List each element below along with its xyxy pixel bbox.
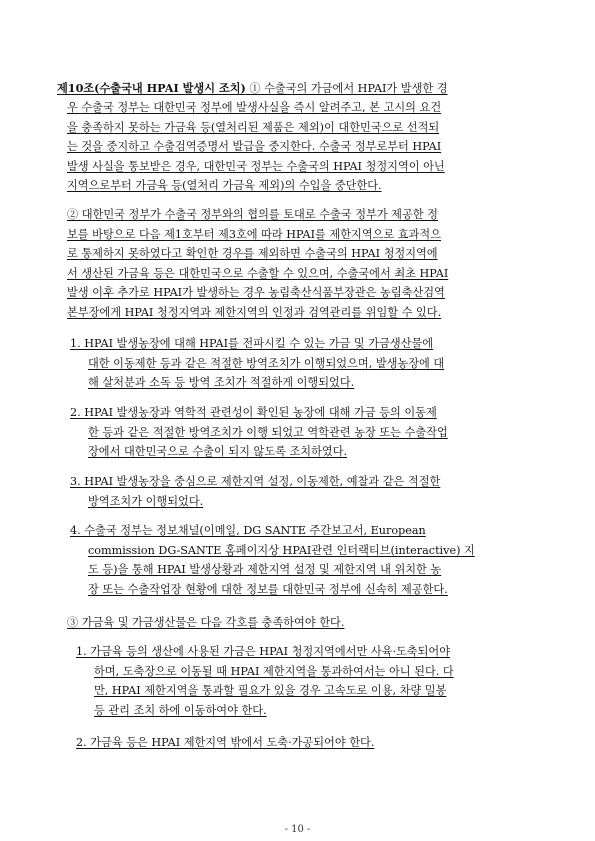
paragraph-1-line-3: 을 충족하지 못하는 가금육 등(열처리된 제품은 제외)이 대한민국으로 선적되 bbox=[67, 121, 440, 134]
paragraph-2-line-5: 발생 이후 추가로 HPAI가 발생하는 경우 농림축산식품부장관은 농림축산검역 bbox=[67, 286, 445, 299]
paragraph-1-text: ① 수출국의 가금에서 HPAI가 발생한 경 bbox=[245, 82, 448, 95]
item-3-2-line-1: 2. 가금육 등은 HPAI 제한지역 밖에서 도축·가공되어야 한다. bbox=[76, 736, 375, 749]
item-3-1-line-4: 등 관리 조치 하에 이동하여야 한다. bbox=[94, 704, 267, 717]
item-4-line-2: commission DG-SANTE 홈페이지상 HPAI관련 인터랙티브(interactive) 지 bbox=[88, 544, 475, 557]
item-3-line-1: 3. HPAI 발생농장을 중심으로 제한지역 설정, 이동제한, 예찰과 같은 적절한 bbox=[70, 475, 441, 488]
item-1-line-3: 해 살처분과 소독 등 방역 조치가 적절하게 이행되었다. bbox=[88, 376, 355, 389]
paragraph-2-line-4: 서 생산된 가금육 등은 대한민국으로 수출할 수 있으며, 수출국에서 최초 HPAI bbox=[67, 267, 449, 280]
item-3-1-line-1: 1. 가금육 등의 생산에 사용된 가금은 HPAI 청정지역에서만 사육·도축되어야 bbox=[76, 645, 451, 658]
paragraph-2-line-1: ② 대한민국 정부가 수출국 정부와의 협의를 토대로 수출국 정부가 제공한 정 bbox=[67, 208, 438, 221]
item-4-line-1: 4. 수출국 정부는 정보채널(이메일, DG SANTE 주간보고서, European bbox=[70, 524, 426, 537]
article-heading: 제10조(수출국내 HPAI 발생시 조치) bbox=[57, 81, 246, 95]
item-3-1-line-2: 하며, 도축장으로 이동될 때 HPAI 제한지역을 통과하여서는 아니 된다. 다 bbox=[94, 665, 454, 678]
item-4-line-4: 장 또는 수출작업장 현황에 대한 정보를 대한민국 정부에 신속히 제공한다. bbox=[88, 583, 448, 596]
paragraph-1-line-4: 는 것을 중지하고 수출검역증명서 발급을 중지한다. 수출국 정부로부터 HPAI bbox=[67, 140, 442, 153]
page-number: - 10 - bbox=[284, 824, 311, 835]
item-3-1-line-3: 만, HPAI 제한지역을 통과할 필요가 있을 경우 고속도로 이용, 차량 밀봉 bbox=[94, 684, 447, 697]
item-2-line-3: 장에서 대한민국으로 수출이 되지 않도록 조치하였다. bbox=[88, 445, 348, 458]
paragraph-1-line-2: 우 수출국 정부는 대한민국 정부에 발생사실을 즉시 알려주고, 본 고시의 요건 bbox=[67, 101, 442, 114]
paragraph-1-line-5: 발생 사실을 통보받은 경우, 대한민국 정부는 수출국의 HPAI 청정지역이 아닌 bbox=[67, 160, 445, 173]
paragraph-2-line-3: 로 통제하지 못하였다고 확인한 경우를 제외하면 수출국의 HPAI 청정지역에 bbox=[67, 247, 438, 260]
item-2-line-1: 2. HPAI 발생농장과 역학적 관련성이 확인된 농장에 대해 가금 등의 이동제 bbox=[70, 406, 437, 419]
paragraph-3-line-1: ③ 가금육 및 가금생산물은 다음 각호를 충족하여야 한다. bbox=[67, 616, 345, 629]
item-3-line-2: 방역조치가 이행되었다. bbox=[88, 495, 204, 508]
paragraph-1-line-1 bbox=[57, 81, 545, 96]
item-1-line-2: 대한 이동제한 등과 같은 적절한 방역조치가 이행되었으며, 발생농장에 대 bbox=[88, 357, 445, 370]
paragraph-2-line-2: 보를 바탕으로 다음 제1호부터 제3호에 따라 HPAI를 제한지역으로 효과적으 bbox=[67, 228, 442, 241]
item-4-line-3: 도 등)을 통해 HPAI 발생상황과 제한지역 설정 및 제한지역 내 위치한 농 bbox=[88, 563, 442, 576]
item-1-line-1: 1. HPAI 발생농장에 대해 HPAI를 전파시킬 수 있는 가금 및 가금생산물에 bbox=[70, 337, 434, 350]
item-2-line-2: 한 등과 같은 적절한 방역조치가 이행 되었고 역학관련 농장 또는 수출작업 bbox=[88, 426, 448, 439]
paragraph-2-line-6: 본부장에게 HPAI 청정지역과 제한지역의 인정과 검역관리를 위임할 수 있다. bbox=[67, 306, 442, 319]
paragraph-1-line-6: 지역으로부터 가금육 등(열처리 가금육 제외)의 수입을 중단한다. bbox=[67, 179, 382, 192]
